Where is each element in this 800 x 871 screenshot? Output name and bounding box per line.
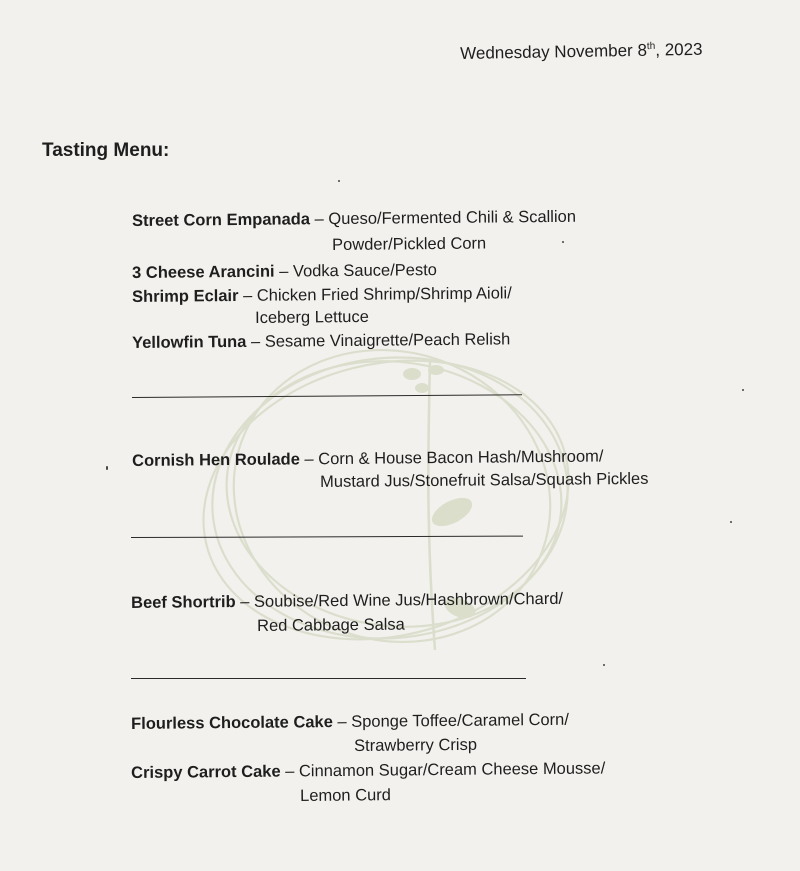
dish-description: Soubise/Red Wine Jus/Hashbrown/Chard/	[253, 589, 564, 611]
dish-description: Vodka Sauce/Pesto	[292, 261, 438, 281]
menu-item: Flourless Chocolate Cake – Sponge Toffee/Caramel Corn/	[131, 710, 569, 733]
dish-name: Yellowfin Tuna	[132, 332, 247, 352]
course-divider	[131, 678, 526, 679]
paper-speck	[106, 466, 108, 470]
dish-description: Sesame Vinaigrette/Peach Relish	[264, 330, 511, 351]
paper-speck	[603, 664, 605, 666]
paper-speck	[562, 241, 564, 243]
dish-description-continued: Lemon Curd	[300, 786, 392, 805]
page-title: Tasting Menu:	[42, 140, 170, 161]
paper-speck	[730, 521, 732, 523]
dish-description: Cinnamon Sugar/Cream Cheese Mousse/	[298, 759, 606, 781]
dish-description-continued: Powder/Pickled Corn	[332, 234, 487, 254]
dish-description: Chicken Fried Shrimp/Shrimp Aioli/	[256, 284, 512, 305]
menu-item: Crispy Carrot Cake – Cinnamon Sugar/Cream Cheese Mousse/	[131, 759, 606, 782]
dish-description-continued: Strawberry Crisp	[354, 735, 478, 755]
dish-name: Flourless Chocolate Cake	[131, 713, 333, 733]
menu-date: Wednesday November 8th, 2023	[460, 39, 703, 63]
dish-description-continued: Mustard Jus/Stonefruit Salsa/Squash Pickles	[320, 469, 649, 491]
dish-name: Cornish Hen Roulade	[132, 450, 300, 470]
dish-name: 3 Cheese Arancini	[132, 262, 275, 282]
dish-description: Corn & House Bacon Hash/Mushroom/	[318, 447, 604, 469]
dish-name: Crispy Carrot Cake	[131, 762, 281, 782]
menu-item: Shrimp Eclair – Chicken Fried Shrimp/Shrimp Aioli/	[132, 284, 512, 306]
dish-description: Queso/Fermented Chili & Scallion	[328, 207, 577, 229]
paper-speck	[338, 180, 340, 182]
dish-name: Beef Shortrib	[131, 592, 236, 612]
menu-item: Beef Shortrib – Soubise/Red Wine Jus/Hashbrown/Chard/	[131, 589, 564, 612]
menu-item: Street Corn Empanada – Queso/Fermented Chili & Scallion	[132, 207, 577, 230]
dish-description: Sponge Toffee/Caramel Corn/	[351, 710, 569, 731]
dish-description-continued: Iceberg Lettuce	[255, 307, 369, 327]
menu-item: Cornish Hen Roulade – Corn & House Bacon Hash/Mushroom/	[132, 447, 604, 470]
dish-name: Shrimp Eclair	[132, 286, 239, 306]
dish-name: Street Corn Empanada	[132, 210, 311, 230]
paper-speck	[742, 389, 744, 391]
menu-item: 3 Cheese Arancini – Vodka Sauce/Pesto	[132, 261, 438, 282]
menu-item: Yellowfin Tuna – Sesame Vinaigrette/Peach Relish	[132, 330, 511, 352]
dish-description-continued: Red Cabbage Salsa	[257, 615, 405, 635]
